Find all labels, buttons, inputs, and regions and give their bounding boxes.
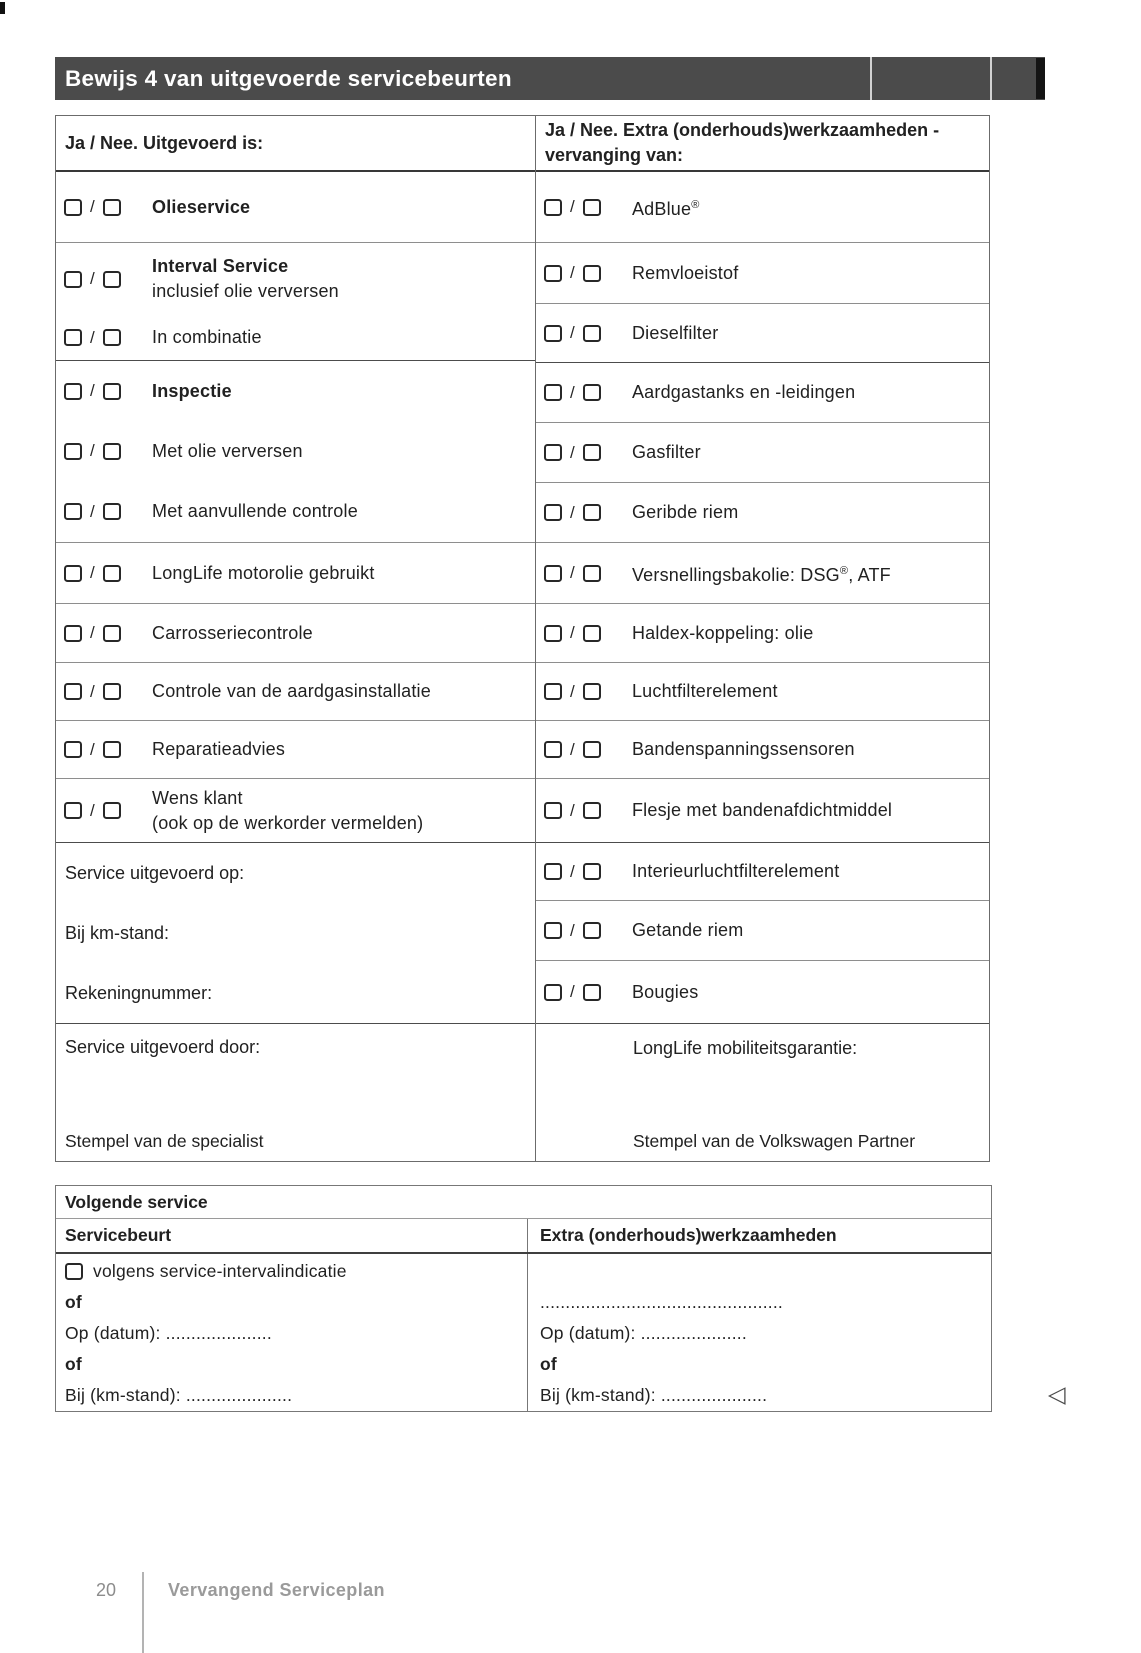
next-right-lines [528,1254,991,1411]
label-line: Gasfilter [631,442,701,462]
checkbox-ja[interactable] [544,504,562,521]
service-item-label [632,798,892,823]
checkbox-ja[interactable] [544,984,562,1001]
checkbox-nee[interactable] [103,503,121,520]
label-line: Getande riem [631,920,744,940]
checkbox-pair [544,323,632,343]
checkbox-nee[interactable] [103,565,121,582]
checkbox-pair [544,801,632,821]
service-record-table [55,115,990,1162]
performed-column [56,116,535,1161]
label-line: Controle van de aardgasinstallatie [152,681,431,701]
next-service-line [65,1380,527,1411]
slash-separator: / [569,323,575,342]
right-rows [536,172,989,1024]
partner-stamp-label: Stempel van de Volkswagen Partner [632,1131,916,1151]
service-item-label [632,321,718,346]
label-line: Reparatieadvies [152,739,286,759]
checkbox-ja[interactable] [544,625,562,642]
checkbox-nee[interactable] [583,265,601,282]
label-line: (ook op de werkorder vermelden) [152,812,424,833]
label-line: Luchtfilterelement [631,681,778,701]
label-line: In combinatie [152,327,262,347]
section-title-bar [55,57,1045,100]
checkbox-ja[interactable] [64,383,82,400]
checkbox-pair [64,623,152,643]
slash-separator: / [90,381,95,401]
label-line: AdBlue® [631,198,700,219]
extra-work-column-header [536,116,989,172]
next-service-line [65,1318,527,1349]
performed-by-cell[interactable] [56,1024,535,1161]
slash-separator: / [90,441,95,461]
checkbox-ja[interactable] [64,741,82,758]
checkbox-nee[interactable] [103,625,121,642]
checkbox-ja[interactable] [544,444,562,461]
service-item-label [632,918,743,943]
checkbox-ja[interactable] [64,443,82,460]
slash-separator: / [90,623,95,642]
checkbox-ja[interactable] [544,922,562,939]
next-service-text: of [65,1354,82,1374]
next-service-text: Op (datum): ..................... [65,1323,272,1343]
service-item-row [56,604,535,662]
checkbox-nee[interactable] [583,802,601,819]
service-item-row [536,483,989,543]
checkbox-nee[interactable] [583,683,601,700]
label-line: Olieservice [152,196,251,217]
checkbox-pair [64,328,152,348]
next-service-text: Bij (km-stand): ..................... [540,1385,768,1405]
checkbox-pair [544,740,632,760]
next-service-line [540,1256,991,1287]
service-item-label [152,621,313,646]
service-item-row [536,961,989,1024]
checkbox-pair [544,862,632,882]
service-item-label [152,379,232,404]
service-item-group [56,663,535,721]
checkbox-ja[interactable] [544,265,562,282]
service-item-row [56,172,535,242]
left-rows [56,172,535,843]
slash-separator: / [569,739,575,759]
checkbox-pair [544,682,632,702]
service-item-label [632,380,855,405]
checkbox-nee[interactable] [583,741,601,758]
page-title: Bewijs 4 van uitgevoerde servicebeurten [65,66,512,91]
next-service-headers [56,1219,991,1254]
service-item-label [152,786,423,836]
checkbox-pair [544,623,632,643]
slash-separator: / [90,681,95,701]
slash-separator: / [90,327,95,347]
service-item-row [536,779,989,843]
service-item-group [56,543,535,604]
service-item-label [632,193,700,222]
next-service-line [540,1349,991,1380]
service-item-row [56,663,535,720]
service-item-group [56,361,535,543]
next-service-text: Bij (km-stand): ..................... [65,1385,293,1405]
slash-separator: / [90,563,95,582]
next-service-left-header: Servicebeurt [56,1219,528,1252]
checkbox-nee[interactable] [103,383,121,400]
service-item-row [536,363,989,423]
service-item-label [632,859,840,884]
service-item-group [56,779,535,843]
checkbox-ja[interactable] [64,625,82,642]
checkbox-nee[interactable] [583,565,601,582]
checkbox-ja[interactable] [544,199,562,216]
checkbox-nee[interactable] [583,625,601,642]
checkbox-pair [544,443,632,463]
label-line: Met olie verversen [152,440,303,461]
service-item-row [56,315,535,360]
next-service-text: volgens service-intervalindicatie [93,1261,347,1281]
next-left-lines [56,1254,528,1411]
service-item-label [632,261,738,286]
label-line: Interval Service [152,256,289,276]
checkbox-pair [64,563,152,583]
service-item-label [152,195,250,220]
warranty-cell[interactable] [536,1024,989,1161]
checkbox-pair [64,801,152,821]
slash-separator: / [569,800,575,820]
service-item-label [632,559,891,588]
checkbox-pair [544,563,632,583]
service-item-label [632,440,701,465]
checkbox-pair [64,502,152,522]
checkbox-nee[interactable] [583,199,601,216]
checkbox-pair [64,682,152,702]
extra-work-column [535,116,989,1161]
service-item-row [536,304,989,363]
next-service-line [540,1380,991,1411]
label-line: Remvloeistof [631,262,739,283]
checkbox-nee[interactable] [583,384,601,401]
service-item-row [56,482,535,542]
checkbox-pair [544,197,632,217]
label-line: Bandenspanningssensoren [631,739,855,759]
checkbox-nee[interactable] [583,325,601,342]
label-line: LongLife motorolie gebruikt [152,562,375,583]
checkbox-ja[interactable] [544,683,562,700]
checkbox-ja[interactable] [544,802,562,819]
service-item-group [56,604,535,663]
label-line: Haldex-koppeling: olie [631,622,814,643]
label-line: Bougies [631,981,699,1002]
title-bar-seam [870,57,872,100]
service-item-row [536,172,989,243]
service-item-label [632,980,698,1005]
checkbox-nee[interactable] [103,199,121,216]
checkbox-pair [544,383,632,403]
page-number: 20 [96,1580,117,1600]
service-item-group [56,721,535,779]
service-item-label [152,737,285,762]
title-bar-seam [990,57,992,100]
service-item-row [56,543,535,603]
service-item-row [56,361,535,421]
service-item-label [632,621,814,646]
checkbox-pair [64,269,152,289]
label-line: Met aanvullende controle [152,501,358,522]
next-service-body [56,1254,991,1411]
checkbox[interactable] [65,1263,83,1280]
checkbox-ja[interactable] [544,741,562,758]
checkbox-ja[interactable] [64,565,82,582]
warranty-label: LongLife mobiliteitsgarantie: [632,1038,858,1058]
label-line: Dieselfilter [631,322,719,343]
service-item-row [536,423,989,483]
title-bar-end-cap [1036,58,1045,99]
checkbox-nee[interactable] [103,443,121,460]
next-service-right-header: Extra (onderhouds)werkzaamheden [540,1225,837,1245]
next-service-line [540,1287,991,1318]
checkbox-nee[interactable] [583,984,601,1001]
slash-separator: / [569,623,575,642]
service-item-row [536,843,989,901]
slash-separator: / [569,502,575,522]
slash-separator: / [90,739,95,759]
slash-separator: / [569,982,575,1001]
next-service-line [540,1318,991,1349]
checkbox-pair [544,921,632,941]
checkbox-pair [64,381,152,401]
header-text-line2: vervanging van: [544,145,684,165]
service-item-row [56,721,535,778]
checkbox-nee[interactable] [103,329,121,346]
form-field-label: Service uitgevoerd op: [65,862,245,883]
next-service-title: Volgende service [56,1186,991,1219]
header-text-line1: Ja / Nee. Extra (onderhouds)werkzaamheden - [544,120,940,140]
checkbox-nee[interactable] [583,504,601,521]
checkbox-nee[interactable] [103,802,121,819]
service-item-label [152,679,431,704]
slash-separator: / [569,920,575,940]
service-item-label [152,561,375,586]
label-line: Interieurluchtfilterelement [631,861,840,881]
service-item-row [536,243,989,304]
slash-separator: / [569,263,575,282]
checkbox-pair [544,982,632,1002]
service-item-row [536,721,989,779]
scan-edge-mark [0,2,5,14]
checkbox-nee[interactable] [583,444,601,461]
checkbox-nee[interactable] [583,863,601,880]
checkbox-pair [64,740,152,760]
service-item-label [632,737,855,762]
label-line: Aardgastanks en -leidingen [631,382,856,402]
form-field-label: Bij km-stand: [65,922,170,943]
form-field-label: Rekeningnummer: [65,982,213,1003]
slash-separator: / [90,269,95,288]
slash-separator: / [569,442,575,462]
page-nav-triangle-icon: ◁ [1048,1381,1066,1407]
checkbox-nee[interactable] [583,922,601,939]
next-service-text: of [65,1292,82,1312]
checkbox-ja[interactable] [544,863,562,880]
checkbox-ja[interactable] [544,565,562,582]
checkbox-nee[interactable] [103,271,121,288]
next-service-text: ................................................ [540,1292,783,1312]
checkbox-ja[interactable] [64,199,82,216]
label-line: Versnellingsbakolie: DSG®, ATF [631,564,891,585]
checkbox-pair [544,263,632,283]
next-service-line [65,1287,527,1318]
next-service-line [65,1256,527,1287]
checkbox-ja[interactable] [64,503,82,520]
slash-separator: / [569,681,575,701]
checkbox-ja[interactable] [64,271,82,288]
checkbox-pair [64,197,152,217]
checkbox-ja[interactable] [64,329,82,346]
next-service-line [65,1349,527,1380]
footer-divider [142,1572,144,1653]
label-line: Carrosseriecontrole [152,622,313,643]
label-line: Wens klant [152,787,243,808]
label-line: Flesje met bandenafdichtmiddel [631,800,893,820]
service-item-label [632,679,778,704]
slash-separator: / [90,501,95,521]
service-item-label [152,325,262,350]
performed-by-label: Service uitgevoerd door: [65,1037,261,1057]
service-item-label [632,500,738,525]
service-item-row [56,779,535,842]
header-text: Ja / Nee. Uitgevoerd is: [65,132,264,153]
specialist-stamp-label: Stempel van de specialist [65,1131,264,1151]
service-item-label [152,499,358,524]
slash-separator: / [90,800,95,820]
slash-separator: / [569,861,575,881]
service-item-row [536,543,989,604]
next-service-text: Op (datum): ..................... [540,1323,747,1343]
service-item-group [56,172,535,243]
checkbox-ja[interactable] [544,384,562,401]
checkbox-pair [64,441,152,461]
slash-separator: / [90,197,95,216]
slash-separator: / [569,197,575,216]
service-item-row [536,901,989,961]
next-service-table [55,1185,992,1412]
service-item-row [536,663,989,721]
checkbox-ja[interactable] [64,683,82,700]
booklet-title: Vervangend Serviceplan [168,1580,385,1600]
label-line: Inspectie [152,380,232,401]
checkbox-pair [544,503,632,523]
left-fields [56,843,535,1024]
service-item-label [152,254,339,304]
checkbox-ja[interactable] [544,325,562,342]
service-item-row [56,243,535,315]
label-line: Geribde riem [631,502,739,522]
slash-separator: / [569,382,575,402]
checkbox-nee[interactable] [103,741,121,758]
next-service-text: of [540,1354,557,1374]
label-line: inclusief olie verversen [152,281,339,301]
service-item-group [56,243,535,361]
checkbox-ja[interactable] [64,802,82,819]
checkbox-nee[interactable] [103,683,121,700]
service-item-row [536,604,989,663]
service-item-row [56,421,535,481]
performed-column-header [56,116,535,172]
service-item-label [152,439,303,464]
slash-separator: / [569,563,575,582]
